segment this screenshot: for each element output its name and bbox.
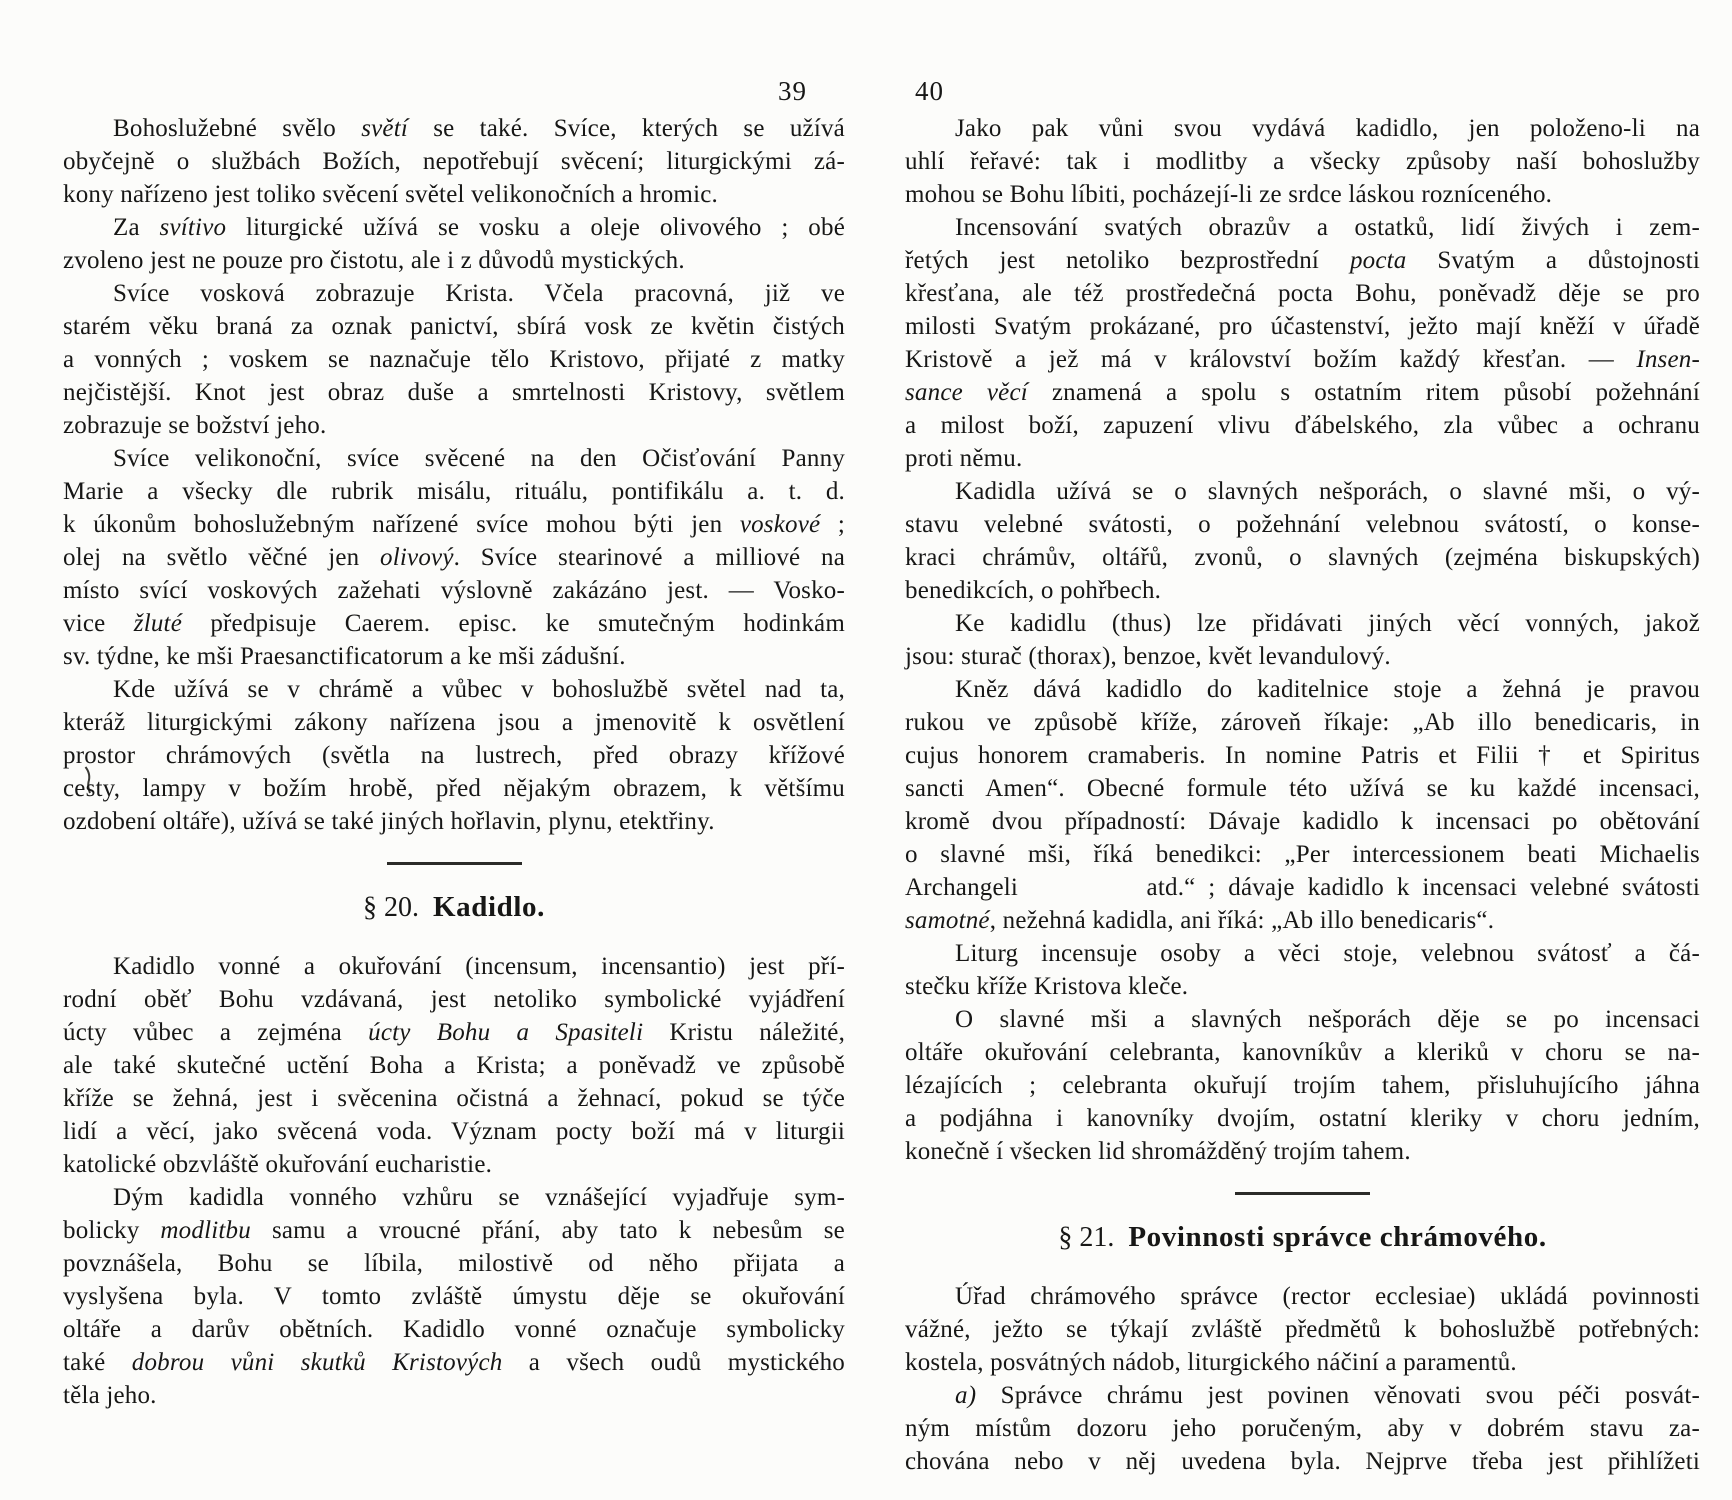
text-line: kteráž liturgickými zákony nařízena jsou a jmenovitě k osvětlení (63, 709, 845, 736)
text-line: benedikcích, o pohřbech. (905, 577, 1162, 604)
text-line: proti němu. (905, 445, 1023, 472)
text-line: bolicky modlitbu samu a vroucné přání, aby tato k nebesům se (63, 1217, 845, 1244)
text-line: sancti Amen“. Obecné formule této užívá se ku každé incensaci, (905, 775, 1700, 802)
text-line: Kadidlo vonné a okuřování (incensum, incensantio) jest pří- (113, 953, 845, 980)
text-line: sance věcí znamená a spolu s ostatním ritem působí požehnání (905, 379, 1700, 406)
text-line: jsou: sturač (thorax), benzoe, květ levandulový. (905, 643, 1391, 670)
text-line: oltáře a darův obětních. Kadidlo vonné označuje symbolicky (63, 1316, 845, 1343)
text-line: Bohoslužebné svělo světí se také. Svíce, kterých se užívá (113, 115, 845, 142)
text-line: a) Správce chrámu jest povinen věnovati svou péči posvát- (955, 1382, 1700, 1409)
text-line: Kristově a jež má v království božím každý křesťan. — Insen- (905, 346, 1700, 373)
text-line: oltáře okuřování celebranta, kanovníkův a kleriků v choru se na- (905, 1039, 1700, 1066)
page-text (905, 112, 1700, 1478)
text-line: kostela, posvátných nádob, liturgického náčiní a paramentů. (905, 1349, 1517, 1376)
text-line: Kněz dává kadidlo do kaditelnice stoje a žehná je pravou (955, 676, 1700, 703)
text-line: Liturg incensuje osoby a věci stoje, velebnou svátosť a čá- (955, 940, 1700, 967)
text-line: kromě dvou případností: Dávaje kadidlo k incensaci po obětování (905, 808, 1700, 835)
text-line: také dobrou vůni skutků Kristových a všech oudů mystického (63, 1349, 846, 1376)
text-line: konečně í všecken lid shromážděný trojím tahem. (905, 1138, 1411, 1165)
text-line: lézajících ; celebranta okuřují trojím tahem, přisluhujícího jáhna (905, 1072, 1700, 1099)
section-heading: § 21. Povinnosti správce chrámového. (1058, 1221, 1547, 1253)
text-line: rukou ve způsobě kříže, zároveň říkaje: „Ab illo benedicaris, in (905, 709, 1700, 736)
text-line: sv. týdne, ke mši Praesanctificatorum a ke mši zádušní. (63, 643, 626, 670)
text-line: obyčejně o službách Božích, nepotřebují svěcení; liturgickými zá- (63, 148, 845, 175)
text-line: O slavné mši a slavných nešporách děje se po incensaci (955, 1006, 1700, 1033)
page-right (905, 0, 1700, 1500)
text-line: úcty vůbec a zejména úcty Bohu a Spasiteli Kristu náležité, (63, 1019, 846, 1046)
page-left (63, 0, 845, 1500)
text-line: Kadidla užívá se o slavných nešporách, o slavné mši, o vý- (955, 478, 1700, 505)
text-line: těla jeho. (63, 1382, 157, 1409)
section-divider (387, 862, 522, 865)
text-line: Jako pak vůni svou vydává kadidlo, jen položeno-li na (955, 115, 1700, 142)
text-line: starém věku braná za oznak panictví, sbírá vosk ze květin čistých (63, 313, 845, 340)
text-line: Ke kadidlu (thus) lze přidávati jiných věcí vonných, jakož (955, 610, 1700, 637)
text-line: Úřad chrámového správce (rector ecclesiae) ukládá povinnosti (955, 1283, 1700, 1310)
text-line: o slavné mši, říká benedikci: „Per intercessionem beati Michaelis (905, 841, 1700, 868)
text-line: rodní oběť Bohu vzdávaná, jest netoliko symbolické vyjádření (63, 986, 845, 1013)
text-line: kříže se žehná, jest i svěcenina očistná a žehnací, pokud se týče (63, 1085, 845, 1112)
text-line: ným místům dozoru jeho poručeným, aby v dobrém stavu za- (905, 1415, 1700, 1442)
text-line: kony nařízeno jest toliko svěcení světel velikonočních a hromic. (63, 181, 718, 208)
text-line: kraci chrámův, oltářů, zvonů, o slavných (zejména biskupských) (905, 544, 1700, 571)
text-line: chována nebo v něj uvedena byla. Nejprve třeba jest přihlížeti (905, 1448, 1700, 1475)
text-line: cesty, lampy v božím hrobě, před nějakým obrazem, k většímu (63, 775, 845, 802)
page-number: 40 (915, 76, 944, 106)
text-line: Incensování svatých obrazův a ostatků, lidí živých i zem- (955, 214, 1700, 241)
text-line: zvoleno jest ne pouze pro čistotu, ale i z důvodů mystických. (63, 247, 685, 274)
text-line: místo svící voskových zažehati výslovně zakázáno jest. — Vosko- (63, 577, 845, 604)
text-line: cujus honorem cramaberis. In nomine Patris et Filii † et Spiritus (905, 742, 1700, 769)
text-line: a podjáhna i kanovníky dvojím, ostatní kleriky v choru jedním, (905, 1105, 1700, 1132)
text-line: vážné, ježto se týkají zvláště předmětů k bohoslužbě potřebných: (905, 1316, 1700, 1343)
section-heading: § 20. Kadidlo. (363, 891, 545, 923)
text-line: olej na světlo věčné jen olivový. Svíce stearinové a milliové na (63, 544, 845, 571)
text-line: ale také skutečné uctění Boha a Krista; a poněvadž ve způsobě (63, 1052, 845, 1079)
text-line: uhlí řeřavé: tak i modlitby a všecky způsoby naší bohoslužby (905, 148, 1700, 175)
text-line: vice žluté předpisuje Caerem. episc. ke smutečným hodinkám (63, 610, 845, 637)
text-line: a vonných ; voskem se naznačuje tělo Kristovo, přijaté z matky (63, 346, 845, 373)
text-line: mohou se Bohu líbiti, pocházejí-li ze srdce láskou rozníceného. (905, 181, 1553, 208)
text-line: ozdobení oltáře), užívá se také jiných hořlavin, plynu, etektřiny. (63, 808, 715, 835)
text-line: stečku kříže Kristova kleče. (905, 973, 1189, 1000)
text-line: povznášela, Bohu se líbila, milostivě od něho přijata a (63, 1250, 845, 1277)
text-line: stavu velebné svátosti, o požehnání velebnou svátostí, o konse- (905, 511, 1700, 538)
text-line: Svíce velikonoční, svíce svěcené na den Očisťování Panny (113, 445, 845, 472)
text-line: křesťana, ale též prostředečná pocta Bohu, poněvadž děje se pro (905, 280, 1700, 307)
text-line: a milost boží, zapuzení vlivu ďábelského, zla vůbec a ochranu (905, 412, 1700, 439)
text-line: Kde užívá se v chrámě a vůbec v bohoslužbě světel nad ta, (113, 676, 845, 703)
text-line: lidí a věcí, jako svěcená voda. Význam pocty boží má v liturgii (63, 1118, 845, 1145)
text-line: Za svítivo liturgické užívá se vosku a oleje olivového ; obé (113, 214, 845, 241)
text-line: Marie a všecky dle rubrik misálu, rituálu, pontifikálu a. t. d. (63, 478, 845, 505)
text-line: k úkonům bohoslužebným nařízené svíce mohou býti jen voskové ; (63, 511, 845, 538)
text-line: zobrazuje se božství jeho. (63, 412, 327, 439)
page-number: 39 (778, 76, 807, 106)
text-line: vyslyšena byla. V tomto zvláště úmystu děje se okuřování (63, 1283, 845, 1310)
text-line: samotné, nežehná kadidla, ani říká: „Ab illo benedicaris“. (905, 907, 1495, 934)
text-line: prostor chrámových (světla na lustrech, před obrazy křížové (63, 742, 845, 769)
text-line: Svíce vosková zobrazuje Krista. Včela pracovná, již ve (113, 280, 845, 307)
page-text (63, 112, 845, 1412)
text-line: katolické obzvláště okuřování eucharistie. (63, 1151, 493, 1178)
text-line: milosti Svatým prokázané, pro účastenství, ježto mají kněží v úřadě (905, 313, 1700, 340)
text-line: nejčistější. Knot jest obraz duše a smrtelnosti Kristovy, světlem (63, 379, 845, 406)
section-divider (1235, 1192, 1370, 1195)
text-line: řetých jest netoliko bezprostřední pocta Svatým a důstojnosti (905, 247, 1700, 274)
text-line: Archangeli atd.“ ; dávaje kadidlo k incensaci velebné svátosti (905, 874, 1700, 901)
text-line: Dým kadidla vonného vzhůru se vznášející vyjadřuje sym- (113, 1184, 845, 1211)
